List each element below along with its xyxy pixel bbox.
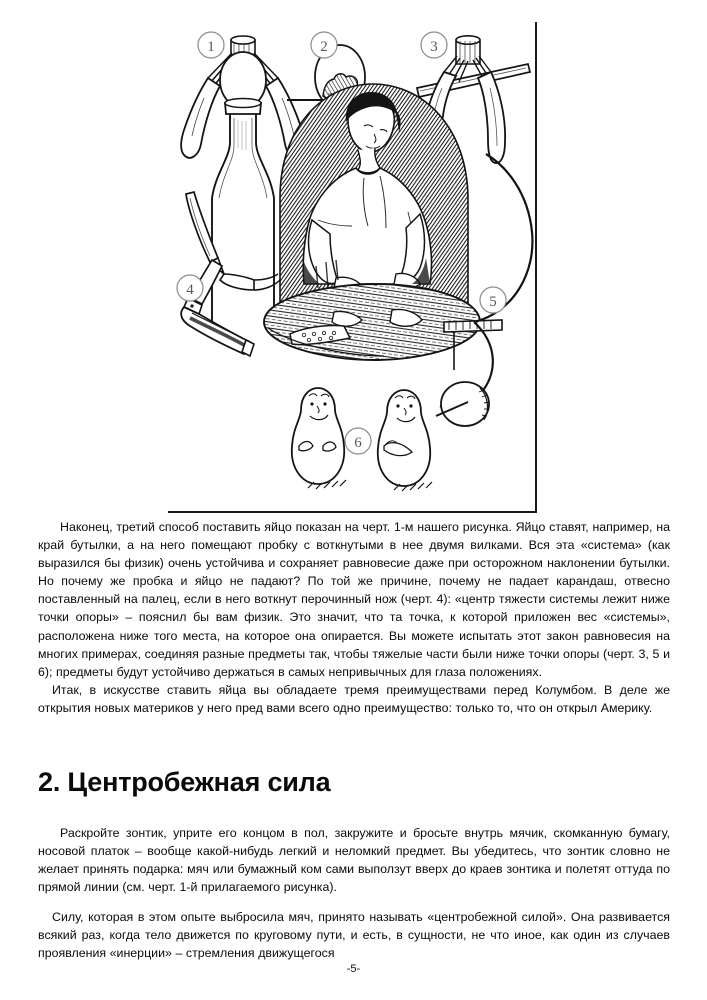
paragraph-1: Наконец, третий способ поставить яйцо показан на черт. 1-м нашего рисунка. Яйцо ставят, например, на край бутылки, а на него помещают пробку с воткнутыми в нее двумя вилками. Вся эта «система» (как выразился бы физик) очень устойчива и сохраняет равновесие даже при осторожном наклонении бутылки. Но почему же пробка и яйцо не падают? По той же причине, почему не падает карандаш, отвесно поставленный на палец, если в него воткнут перочинный нож (черт. 4): «центр тяжести системы лежит ниже точки опоры» – пояснил бы вам физик. Это значит, что та точка, к которой приложен вес «системы», расположена ниже того места, на которое она опирается. Вы можете испытать этот закон равновесия на многих примерах, соединяя разные предметы так, чтобы тяжелые части были ниже точки опоры (черт. 3, 5 и 6); предметы будут устойчиво держаться в самых непривычных для глаза положениях. xyxy=(38,520,670,679)
page-number: -5- xyxy=(346,963,361,975)
svg-text:6: 6 xyxy=(354,435,362,451)
section-heading: 2. Центробежная сила xyxy=(38,767,331,797)
figure-drawing xyxy=(168,22,537,511)
body-text-block-3 xyxy=(38,908,670,962)
figure-4-pencil-penknife xyxy=(181,192,280,356)
figure-number-3 xyxy=(421,32,447,58)
svg-text:2: 2 xyxy=(320,39,328,55)
figure-number-5 xyxy=(480,287,506,313)
svg-text:3: 3 xyxy=(430,39,438,55)
paragraph-3: Раскройте зонтик, уприте его концом в пол, закружите и бросьте внутрь мячик, скомканную бумагу, носовой платок – вообще какой-нибудь легкий и неломкий предмет. Вы убедитесь, что зонтик словно не желает принять подарка: мяч или бумажный ком сами выползут вверх до краев зонтика и полетят оттуда по прямой линии (см. черт. 1-й прилагаемого рисунка). xyxy=(38,826,670,895)
figure-number-4 xyxy=(177,275,203,301)
svg-text:1: 1 xyxy=(207,39,215,55)
svg-text:5: 5 xyxy=(489,294,497,310)
svg-text:4: 4 xyxy=(186,282,194,298)
paragraph-2: Итак, в искусстве ставить яйца вы обладаете тремя преимуществами перед Колумбом. В деле же открытия новых материков у него пред вами всего одно преимущество: только то, что он открыл Америку. xyxy=(38,682,670,715)
figure-illustration xyxy=(168,22,537,513)
figure-number-1 xyxy=(198,32,224,58)
body-text-block-2 xyxy=(38,824,670,896)
body-text-block-1 xyxy=(38,518,670,717)
figure-number-2 xyxy=(311,32,337,58)
paragraph-4: Силу, которая в этом опыте выбросила мяч, принято называть «центробежной силой». Она развивается всякий раз, когда тело движется по круговому пути, и есть, в сущности, не что иное, как один из случаев проявления «инерции» – стремления движущегося xyxy=(38,910,670,961)
figure-number-6 xyxy=(345,428,371,454)
